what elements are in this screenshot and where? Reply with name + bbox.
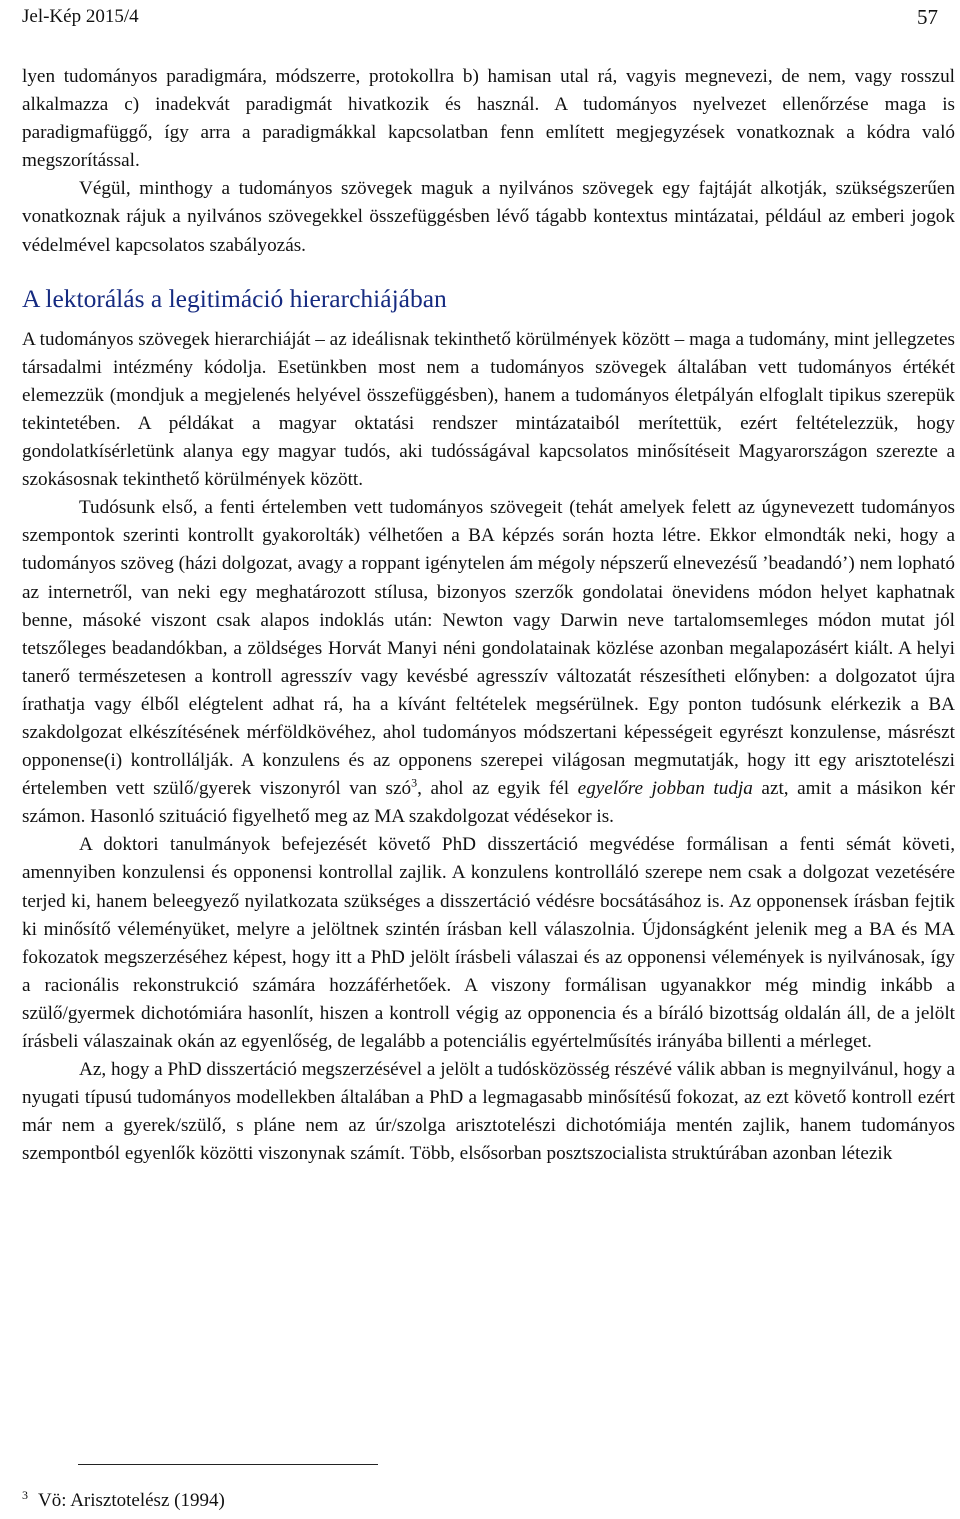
paragraph-5: A doktori tanulmányok befejezését követő PhD disszertáció megvédése formálisan a fenti sémát követi, amennyiben konzulensi és opponensi kontrollal zajlik. A konzulens kontrolláló szerepe nem csak a dolgozat vezetésére terjed ki, hanem beleegyező nyilatkozata szükséges a disszertáció védésre bocsátásához is. Az opponensek írásban fejtik ki minősítő véleményüket, melyre a jelöltnek szintén írásban kell válaszolnia. Újdonságként jelenik meg a BA és MA fokozatok megszerzéséhez képest, hogy itt a PhD jelölt írásbeli válaszai és az opponensi vélemények is nyilvánosak, így a racionális rekonstrukció számára hozzáférhetőek. A viszony formálisan ugyanakkor még mindig inkább a szülő/gyermek dichotómiára hasonlít, hiszen a kontroll végig az opponencia és a bíráló bizottság oldalán áll, de a jelölt írásbeli válaszainak okán az egyenlőség, de legalább a potenciális egyértelműsítés irányába billenti a mérleget. <box>22 834 955 1052</box>
section-heading: A lektorálás a legitimáció hierarchiájában <box>22 283 447 313</box>
journal-title: Jel-Kép 2015/4 <box>22 6 139 27</box>
paragraph-1: lyen tudományos paradigmára, módszerre, protokollra b) hamisan utal rá, vagyis megnevezi, de nem, vagy rosszul alkalmazza c) inadekvát paradigmát hivatkozik és használ. A tudományos nyelvezet ellenőrzése maga is paradigmafüggő, így arra a paradigmákkal kapcsolatban fenn említett megjegyzések vonatkoznak a kódra való megszorítással. <box>22 66 955 172</box>
running-header <box>22 6 938 28</box>
paragraph-4 <box>22 494 955 831</box>
footnote-text: Vö: Arisztotelész (1994) <box>38 1490 225 1511</box>
page-number: 57 <box>917 5 938 29</box>
footnote-number: 3 <box>22 1488 28 1502</box>
paragraph-2: Végül, minthogy a tudományos szövegek maguk a nyilvános szövegek egy fajtáját alkotják, szükségszerűen vonatkoznak rájuk a nyilvános szövegekkel összefüggésben lévő tágabb kontextus mintázatai, például az emberi jogok védelmével kapcsolatos szabályozás. <box>22 178 955 256</box>
paragraph-6: Az, hogy a PhD disszertáció megszerzésével a jelölt a tudósközösség részévé válik abban is megnyilvánul, hogy a nyugati típusú tudományos modellekben általában a PhD a legmagasabb minősítésű fokozat, az ezt követő kontroll ezért már nem a gyerek/szülő, s pláne nem az úr/szolga arisztotelészi dichotómiája mentén zajlik, hanem tudományos szempontból egyenlők közötti viszonynak számít. Több, elsősorban posztszocialista struktúrában azonban létezik <box>22 1059 955 1165</box>
paragraph-4-part-3: azt, amit a másikon kér számon. Hasonló szituáció figyelhető meg az MA szakdolgozat védésekor is. <box>22 778 955 828</box>
footnote <box>22 1488 225 1514</box>
footnote-reference[interactable]: 3 <box>411 775 418 790</box>
footnote-separator <box>78 1464 378 1465</box>
paragraph-4-part-2: , ahol az egyik fél <box>417 778 578 800</box>
paragraph-3: A tudományos szövegek hierarchiáját ‒ az ideálisnak tekinthető körülmények között ‒ maga a tudomány, mint jellegzetes társadalmi intézmény kódolja. Esetünkben most nem a tudományos szövegek általában vett tudományos értékét elemezzük (mondjuk a megjelenés helyével összefüggésben), hanem a tudományos életpályán elfoglalt tipikus szerepük tekintetében. A példákat a magyar oktatási rendszer mintázataiból merítettük, ezért feltételezzük, hogy gondolatkísérletünk alanya egy magyar tudós, aki tudósságával kapcsolatos minősítéseit Magyarországon szerezte a szokásosnak tekinthető körülmények között. <box>22 328 955 491</box>
paragraph-4-part-1: Tudósunk első, a fenti értelemben vett tudományos szövegeit (tehát amelyek felett az úgynevezett tudományos szempontok szerinti kontrollt gyakorolták) vélhetően a BA képzés során hozta létre. Ekkor elmondták neki, hogy a tudományos szöveg (házi dolgozat, avagy a roppant igénytelen ám mégoly népszerű elnevezésű ’beadandó’) nem lopható az internetről, van neki egy meghatározott stílusa, bizonyos szerzők gondolatai önevidens módon helyet kaphatnak benne, másoké viszont csak alapos indoklás után: Newton vagy Darwin neve tartalomsemleges módon mutat jól tetszőleges beadandókban, a zöldséges Horvát Manyi néni gondolatainak közlése azonban megalapozásért kiált. A helyi tanerő természetesen a kontroll agresszív vagy kevésbé agresszív változatát részesítheti előnyben: a dolgozatot újra írathatja vagy élből elégtelent adhat rá, ha a kívánt feltételek megsérülnek. Egy ponton tudósunk elérkezik a BA szakdolgozat elkészítésének mérföldkövéhez, ahol tudományos módszertani képességeit egyrészt konzulense, másrészt opponense(i) kontrollálják. A konzulens és az opponens szerepei világosan megmutatják, hogy itt egy arisztotelészi értelemben vett szülő/gyerek viszonyról van szó <box>22 497 955 800</box>
page-body <box>22 63 955 1168</box>
paragraph-4-italic: egyelőre jobban tudja <box>577 778 753 800</box>
